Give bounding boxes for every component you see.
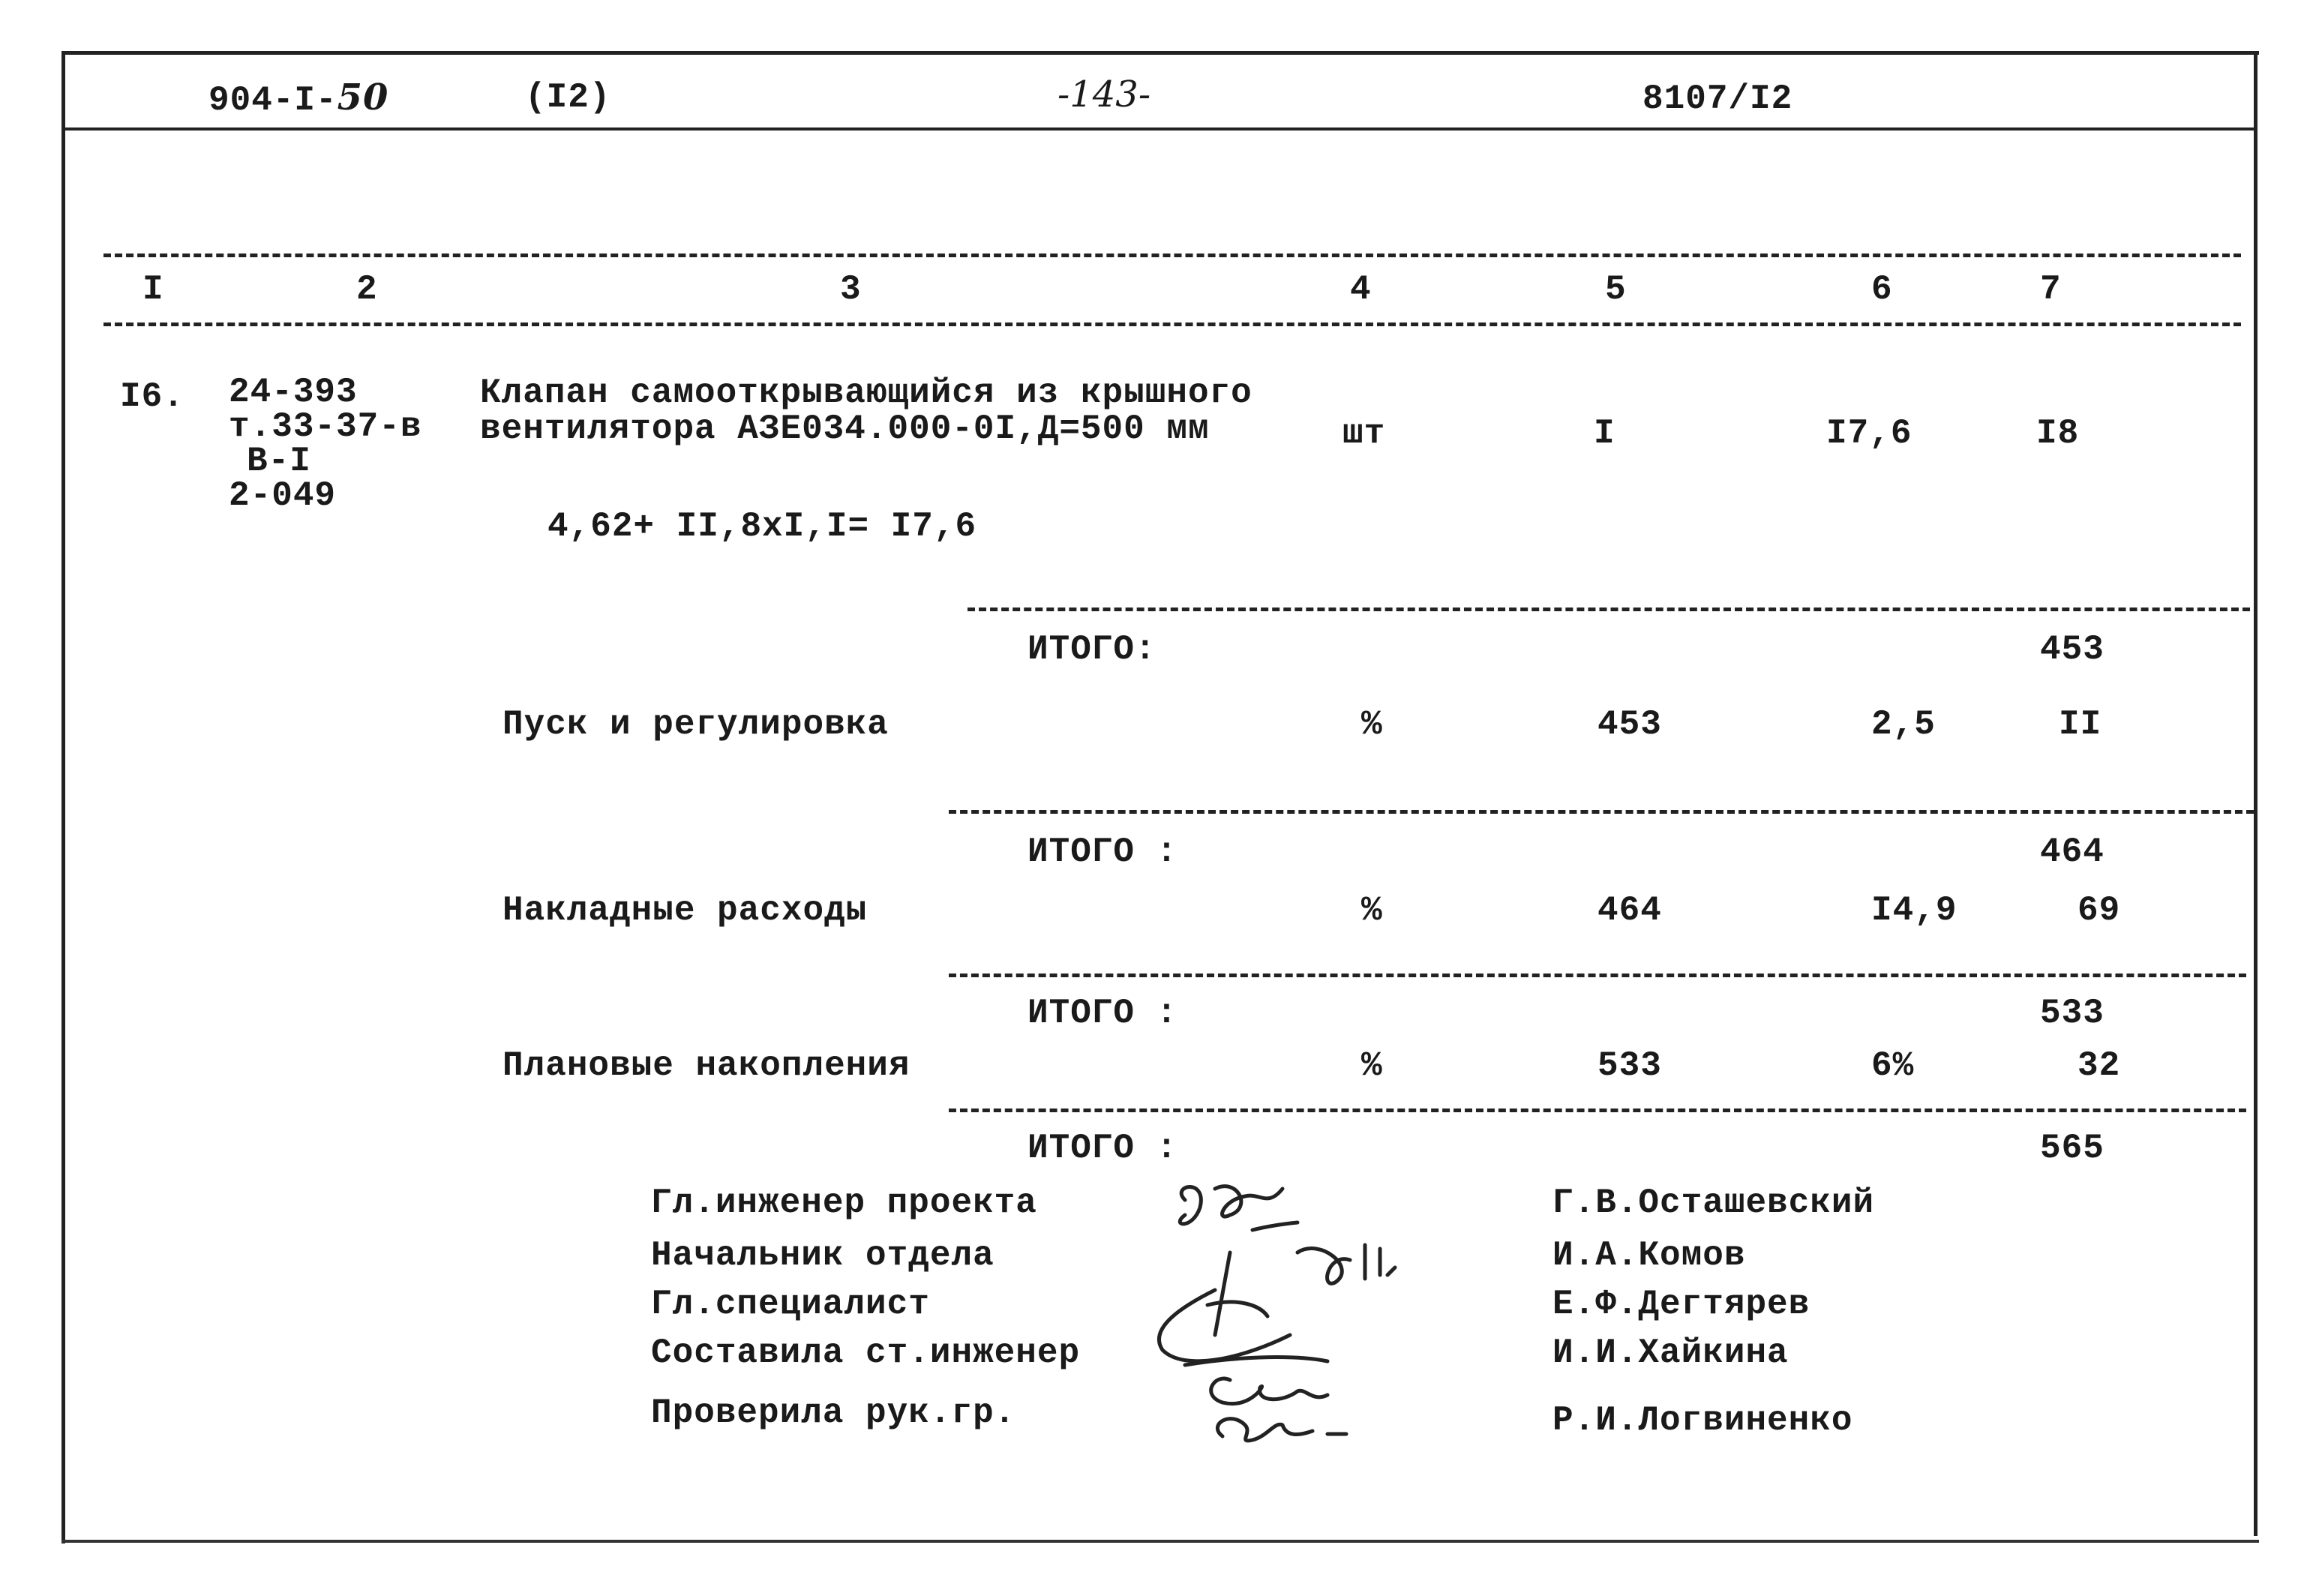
line-unit-planned: % — [1361, 1046, 1383, 1085]
item-ref-line: 24-393 — [229, 373, 358, 412]
item-number: I6. — [120, 377, 184, 416]
frame-right-border — [2254, 51, 2258, 1536]
signature-role: Гл.инженер проекта — [651, 1184, 1037, 1222]
order-number: 8107/I2 — [1642, 80, 1793, 118]
signature-role: Начальник отдела — [651, 1236, 994, 1275]
line-rate-planned: 6% — [1871, 1046, 1915, 1085]
signature-stroke-chief-engineer — [1180, 1186, 1298, 1230]
line-total-startup: II — [2059, 705, 2102, 744]
line-rate-startup: 2,5 — [1871, 705, 1936, 744]
item-description — [480, 375, 1252, 447]
doc-code — [208, 76, 388, 120]
signature-name: Г.В.Осташевский — [1552, 1184, 1875, 1222]
header-rule — [62, 128, 2255, 130]
subtotal-label-1: ИТОГО: — [1028, 630, 1156, 669]
signature-name: Е.Ф.Дегтярев — [1552, 1285, 1810, 1324]
signature-name: И.И.Хайкина — [1552, 1334, 1789, 1372]
columns-dash-bottom — [104, 322, 2241, 326]
item-total: I8 — [2036, 414, 2080, 453]
col-2: 2 — [356, 270, 378, 309]
item-ref-line: В-I — [247, 442, 311, 481]
item-reference — [229, 375, 422, 513]
doc-code-typed: 904-I- — [208, 81, 338, 120]
handwritten-signatures — [1140, 1155, 1560, 1455]
item-ref-line: 2-049 — [229, 476, 337, 515]
item-description-line: Клапан самооткрывающийся из крышного — [480, 374, 1252, 412]
subtotal-label-2: ИТОГО : — [1028, 832, 1178, 872]
signature-name: И.А.Комов — [1552, 1236, 1746, 1275]
line-rate-overhead: I4,9 — [1871, 891, 1958, 930]
signature-stroke-chief-specialist — [1185, 1358, 1328, 1365]
line-description-startup: Пуск и регулировка — [502, 705, 889, 744]
signature-stroke-compiler — [1211, 1378, 1328, 1404]
line-description-overhead: Накладные расходы — [502, 891, 868, 930]
subtotal-dash-1 — [968, 608, 2250, 611]
grand-total-label: ИТОГО : — [1028, 1129, 1178, 1168]
subtotal-value-3: 533 — [2040, 994, 2104, 1033]
item-description-line: вентилятора АЗЕ034.000-0I,Д=500 мм — [480, 410, 1210, 448]
col-4: 4 — [1350, 270, 1372, 309]
frame-top-border — [62, 51, 2259, 55]
subtotal-label-3: ИТОГО : — [1028, 994, 1178, 1033]
subtotal-dash-3 — [949, 974, 2246, 977]
signature-role: Составила ст.инженер — [651, 1334, 1081, 1372]
line-base-startup: 453 — [1598, 705, 1662, 744]
columns-dash-top — [104, 254, 2241, 257]
line-description-planned: Плановые накопления — [502, 1046, 910, 1085]
item-ref-line: т.33-37-в — [229, 407, 422, 446]
signature-stroke-department-head — [1159, 1245, 1395, 1361]
signature-role: Проверила рук.гр. — [651, 1394, 1016, 1432]
signature-role: Гл.специалист — [651, 1285, 930, 1324]
col-7: 7 — [2040, 270, 2062, 309]
subtotal-dash-2 — [949, 810, 2254, 814]
line-unit-startup: % — [1361, 705, 1383, 744]
signature-stroke-checker — [1217, 1419, 1346, 1441]
col-5: 5 — [1605, 270, 1627, 309]
subtotal-value-1: 453 — [2040, 630, 2104, 669]
subtotal-value-2: 464 — [2040, 832, 2104, 872]
line-base-overhead: 464 — [1598, 891, 1662, 930]
frame-left-border — [62, 51, 65, 1544]
line-total-overhead: 69 — [2078, 891, 2121, 930]
grand-total-value: 565 — [2040, 1129, 2104, 1168]
col-6: 6 — [1871, 270, 1893, 309]
line-unit-overhead: % — [1361, 891, 1383, 930]
page-number: -143- — [1058, 74, 1151, 116]
line-base-planned: 533 — [1598, 1046, 1662, 1085]
subtotal-dash-4 — [949, 1108, 2246, 1112]
item-unit: шт — [1342, 414, 1386, 453]
col-3: 3 — [840, 270, 862, 309]
signature-name: Р.И.Логвиненко — [1552, 1401, 1853, 1440]
col-1: I — [142, 270, 164, 309]
part-number: (I2) — [525, 78, 611, 117]
doc-code-handwritten: 50 — [337, 76, 389, 118]
item-quantity: I — [1594, 414, 1616, 453]
item-price: I7,6 — [1826, 414, 1912, 453]
item-formula: 4,62+ II,8хI,I= I7,6 — [548, 507, 977, 546]
frame-bottom-border — [62, 1540, 2259, 1543]
line-total-planned: 32 — [2078, 1046, 2121, 1085]
